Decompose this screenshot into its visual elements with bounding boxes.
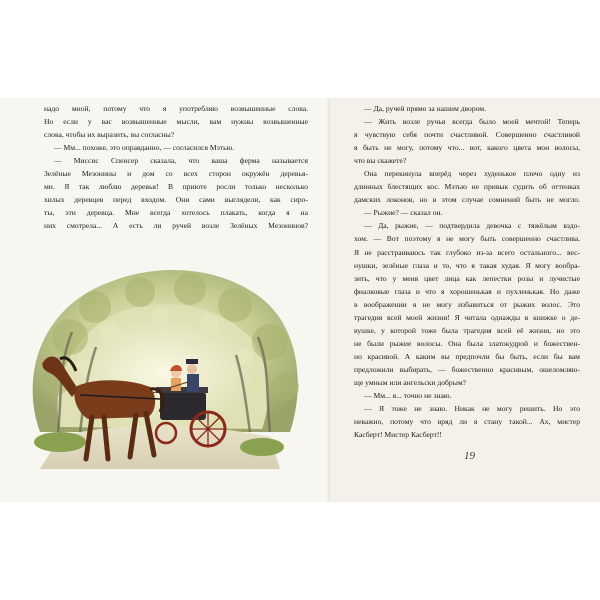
text-line: — Миссис Спенсер сказала, что ваша ферма называется (54, 156, 308, 166)
text-line: вушке, у которой тоже была трагедия всей её жизни, но это (354, 325, 580, 335)
text-line: фиалковые глаза и что я хорошенькая и пухленькая. Но даже (354, 286, 580, 296)
text-line: предложили выбирать, — божественно красивым, ошеломляю- (354, 364, 580, 374)
text-line: в воображении я не могу избавиться от рыжих волос. Это (354, 299, 580, 309)
text-line: надо мной, потому что я употребляю возвышенные слова. (44, 104, 308, 113)
text-line: Касберт! Мистер Касберт!! (354, 430, 442, 440)
text-line: ми. Я так люблю деревья! В приюте росли только несколько (44, 182, 308, 192)
left-page-text (44, 102, 308, 232)
text-line: слова, чтобы их выразить, вы согласны? (44, 130, 175, 140)
text-line: трагедия всей моей жизни! Я читала однажды в книжке о де- (354, 312, 580, 322)
right-page (330, 98, 600, 502)
text-line: но красивой. А каким вы предпочли бы быть, если бы вам (354, 351, 580, 361)
page-number: 19 (464, 450, 475, 462)
text-line: ты, эти деревца. Мне всегда хотелось плакать, когда я на (44, 208, 308, 218)
text-line: — Мм... похоже, это оправданно, — согласился Мэтью. (54, 143, 235, 153)
text-line: зить, что у меня цвет лица как лепестки розы и лучистые (354, 273, 580, 283)
book-spread (0, 98, 600, 502)
text-line: — Да, ручей прямо за нашим двором. (364, 104, 487, 113)
text-line: — Мм... я... точно не знаю. (364, 391, 452, 401)
text-line: Я не расстраиваюсь так глубоко из-за всего остального... вес- (354, 247, 580, 257)
text-line: хом. — Вот поэтому я не могу быть совершенно счастлива. (354, 234, 580, 244)
text-line: ще умным или ангельски добрым? (354, 377, 466, 387)
text-line: длинных блестящих кос. Мэтью не привык судить об оттенках (354, 182, 580, 192)
text-line: Но если у вас возвышенные мысли, вам нужны возвышенные (44, 117, 308, 127)
text-line: Она перекинула вперёд через худенькое плечо одну из (364, 169, 580, 179)
text-line: что вы скажете? (354, 156, 407, 166)
text-line: — Да, рыжие, — подтвердила девочка с тяжёлым вздо- (364, 221, 580, 231)
text-line: не были рыжие волосы. Она была златокудрой и божествен- (354, 338, 580, 348)
text-line: Зелёные Мезонины и дом со всех сторон окружён деревья- (44, 169, 308, 179)
text-line: — Жить возле ручья всегда было моей мечтой! Теперь (364, 117, 580, 127)
horse-carriage-illustration (0, 237, 330, 502)
text-line: я чувствую себя почти счастливой. Совершенно счастливой (354, 130, 580, 140)
text-line: хилых деревцев перед входом. Они сами выглядели, как сиро- (44, 195, 308, 205)
text-line: — Рыжие? — сказал он. (364, 208, 443, 218)
text-line: дамских локонов, но в этом случае сомнений быть не могло. (354, 195, 580, 205)
text-line: нушки, зелёные глаза и то, что я такая худая. Я могу вообра- (354, 260, 580, 270)
text-line: неважно, потому что вряд ли я стану такой... Ах, мистер (354, 417, 580, 427)
right-page-text (354, 102, 580, 441)
text-line: — Я тоже не знаю. Никак не могу решить. Но это (364, 404, 580, 414)
text-line: них смотрела... А есть ли ручей возле Зелёных Мезонинов? (44, 221, 308, 231)
text-line: я быть не могу, потому что... вот, какого цвета мои волосы, (354, 143, 580, 153)
left-page (0, 98, 330, 502)
